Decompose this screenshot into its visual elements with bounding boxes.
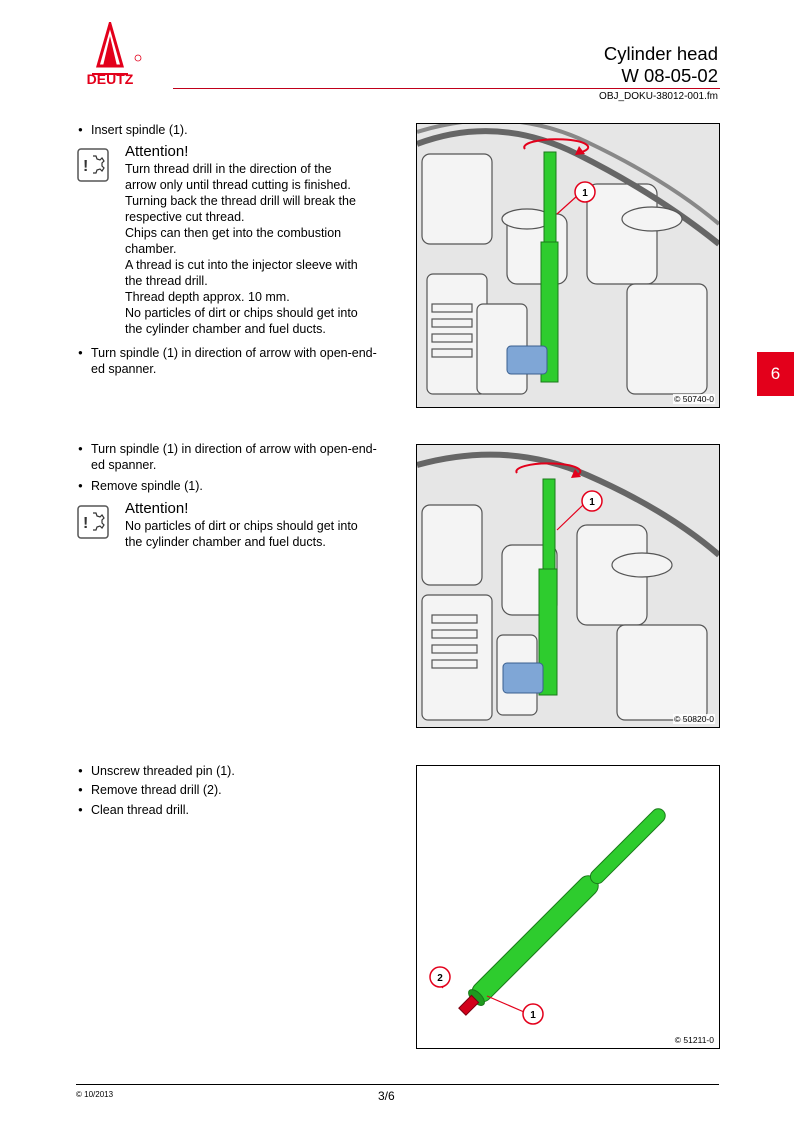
attention-text bbox=[125, 518, 390, 550]
attention-line: the thread drill. bbox=[125, 274, 208, 288]
step-line: ● Turn spindle (1) in direction of arrow with open-end- bbox=[91, 346, 377, 360]
attention-line: chamber. bbox=[125, 242, 177, 256]
document-code: W 08-05-02 bbox=[621, 65, 718, 86]
figure-reference: © 51211-0 bbox=[674, 1035, 714, 1045]
page-number: 3/6 bbox=[378, 1089, 395, 1103]
engine-illustration bbox=[417, 445, 719, 727]
attention-line: Chips can then get into the combustion bbox=[125, 226, 342, 240]
callout-label: 1 bbox=[582, 188, 588, 199]
step-line: ed spanner. bbox=[91, 362, 157, 376]
attention-line: A thread is cut into the injector sleeve with bbox=[125, 258, 358, 272]
attention-title: Attention! bbox=[125, 500, 189, 517]
footer-date: © 10/2013 bbox=[76, 1090, 114, 1099]
document-reference: OBJ_DOKU-38012-001.fm bbox=[599, 91, 718, 102]
step-turn-spindle bbox=[78, 441, 396, 473]
svg-text:!: ! bbox=[83, 158, 89, 175]
attention-line: No particles of dirt or chips should get into bbox=[125, 306, 358, 320]
figure-reference: © 50820-0 bbox=[674, 714, 714, 724]
attention-icon bbox=[77, 148, 109, 182]
figure-reference: © 50740-0 bbox=[674, 394, 714, 404]
callout-label: 1 bbox=[589, 497, 595, 508]
attention-line: Turn thread drill in the direction of the bbox=[125, 162, 332, 176]
engine-illustration bbox=[417, 124, 719, 407]
attention-line: Thread depth approx. 10 mm. bbox=[125, 290, 290, 304]
svg-text:!: ! bbox=[83, 515, 89, 532]
deutz-logo bbox=[70, 22, 150, 90]
step-line: ● Turn spindle (1) in direction of arrow with open-end- bbox=[91, 442, 377, 456]
attention-icon bbox=[77, 505, 109, 539]
attention-line: the cylinder chamber and fuel ducts. bbox=[125, 535, 326, 549]
callout-label: 1 bbox=[530, 1010, 536, 1021]
header-divider bbox=[173, 88, 720, 89]
figure-spindle-remove bbox=[416, 444, 720, 728]
step-insert-spindle: ● Insert spindle (1). bbox=[78, 122, 396, 138]
footer-divider bbox=[76, 1084, 719, 1085]
step-line: ed spanner. bbox=[91, 458, 157, 472]
page-title: Cylinder head bbox=[603, 43, 718, 64]
figure-spindle-insert bbox=[416, 123, 720, 408]
figure-thread-drill bbox=[416, 765, 720, 1049]
step-remove-drill: ● Remove thread drill (2). bbox=[78, 782, 396, 798]
step-remove-spindle: ● Remove spindle (1). bbox=[78, 478, 396, 494]
attention-line: arrow only until thread cutting is finished. bbox=[125, 178, 351, 192]
attention-line: the cylinder chamber and fuel ducts. bbox=[125, 322, 326, 336]
attention-title: Attention! bbox=[125, 143, 189, 160]
chapter-tab[interactable]: 6 bbox=[757, 352, 794, 396]
step-clean-drill: ● Clean thread drill. bbox=[78, 802, 396, 818]
callout-label: 2 bbox=[437, 973, 443, 984]
step-turn-spindle bbox=[78, 345, 396, 377]
attention-line: Turning back the thread drill will break the bbox=[125, 194, 356, 208]
attention-line: respective cut thread. bbox=[125, 210, 245, 224]
thread-drill-illustration bbox=[417, 766, 719, 1048]
attention-line: No particles of dirt or chips should get into bbox=[125, 519, 358, 533]
brand-wordmark: DEUTZ bbox=[86, 71, 134, 87]
attention-text bbox=[125, 161, 390, 337]
step-unscrew-pin: ● Unscrew threaded pin (1). bbox=[78, 763, 396, 779]
